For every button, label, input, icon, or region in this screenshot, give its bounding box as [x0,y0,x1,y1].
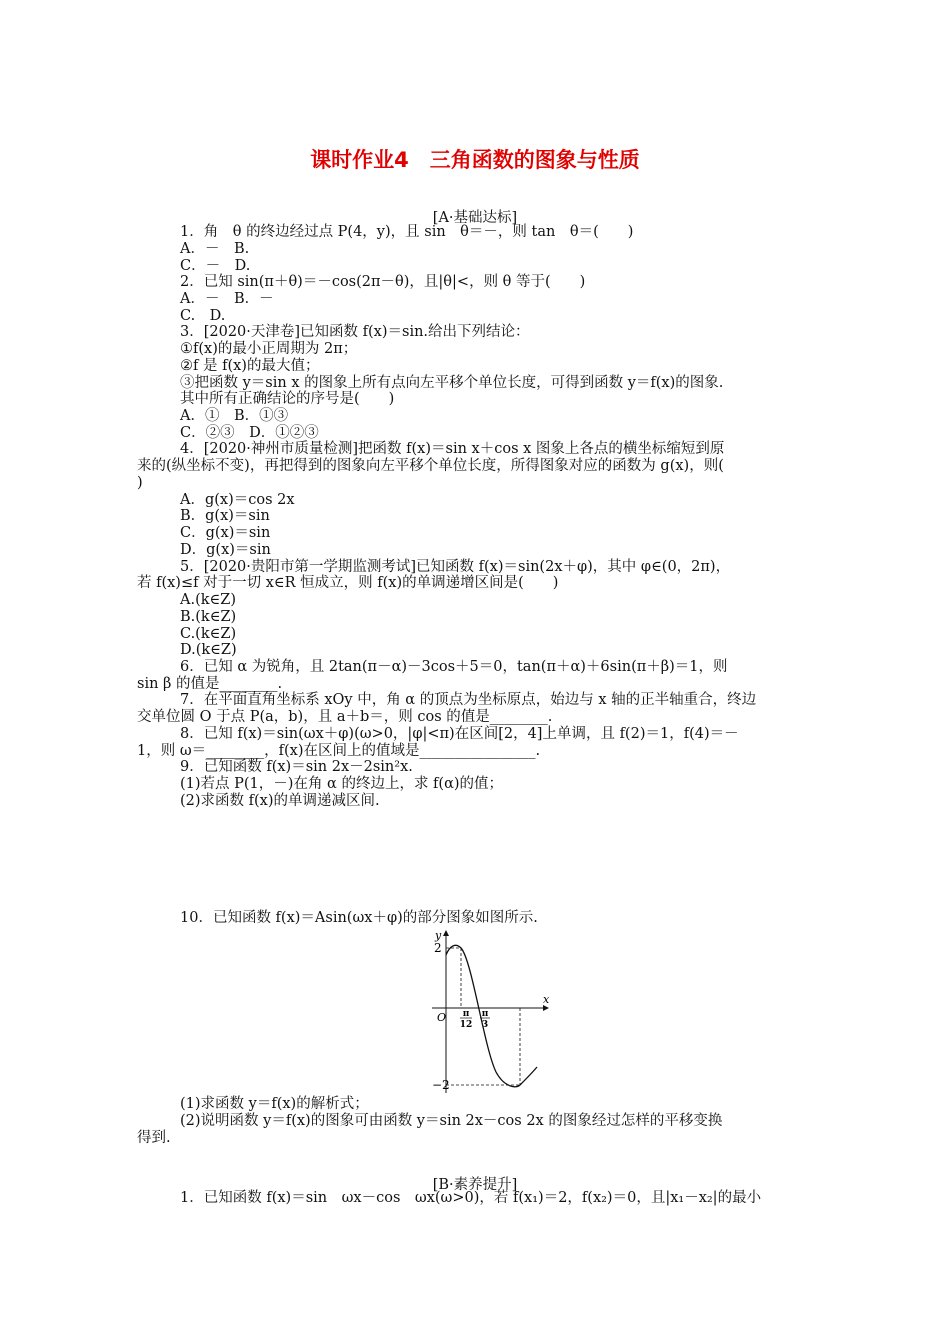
q2-options-ab: A．－ B．－ [180,291,274,307]
q4-option-c: C．g(x)＝sin [180,525,271,541]
q8-stem-line2: 1，则 ω＝________，f(x)在区间上的值域是________________. [137,743,541,759]
q3-stem: 3．[2020·天津卷]已知函数 f(x)＝sin.给出下列结论： [180,324,530,340]
q1-options-cd: C．－ D. [180,258,251,274]
q2-options-cd: C. D. [180,308,226,324]
q3-statement-2: ②f 是 f(x)的最大值； [180,358,320,374]
q3-options-ab: A．① B．①③ [180,408,289,424]
section-a-heading: [A·基础达标] [432,210,518,226]
q10-stem: 10．已知函数 f(x)＝Asin(ωx＋φ)的部分图象如图所示. [180,910,538,926]
tick-pi3-den: 3 [481,1020,489,1030]
q3-statement-3: ③把函数 y＝sin x 的图象上所有点向左平移个单位长度，可得到函数 y＝f(x)的图象. [180,375,724,391]
tick-pi12-num: π [462,1009,470,1019]
q4-option-d: D．g(x)＝sin [180,542,271,558]
y-min-label: −2 [432,1078,450,1092]
q4-option-a: A．g(x)＝cos 2x [180,492,295,508]
y-axis-label: y [435,929,442,942]
b-q1-stem: 1．已知函数 f(x)＝sin ωx－cos ωx(ω>0)，若 f(x₁)＝2，f(x₂)＝0，且|x₁－x₂|的最小 [180,1190,762,1206]
q9-part-2: (2)求函数 f(x)的单调递减区间. [180,793,380,809]
q9-stem: 9．已知函数 f(x)＝sin 2x－2sin²x. [180,759,413,775]
q10-part-2-line1: (2)说明函数 y＝f(x)的图象可由函数 y＝sin 2x－cos 2x 的图象经过怎样的平移变换 [180,1113,723,1129]
q10-function-graph [432,927,556,1095]
q6-stem-line1: 6．已知 α 为锐角，且 2tan(π－α)－3cos＋5＝0，tan(π＋α)＋6sin(π＋β)＝1，则 [180,659,728,675]
y-max-label: 2 [434,941,442,955]
q2-stem: 2．已知 sin(π＋θ)＝－cos(2π－θ)，且|θ|<，则 θ 等于( ) [180,274,586,290]
tick-pi3-num: π [481,1009,489,1019]
origin-label: O [437,1011,447,1024]
q9-part-1: (1)若点 P(1，－)在角 α 的终边上，求 f(α)的值； [180,776,504,792]
q3-options-cd: C．②③ D．①②③ [180,425,319,441]
worksheet-title: 课时作业4 三角函数的图象与性质 [310,148,640,172]
q6-stem-line2: sin β 的值是________. [137,676,283,692]
tick-pi12-den: 12 [459,1020,473,1030]
q4-stem-line1: 4．[2020·神州市质量检测]把函数 f(x)＝sin x＋cos x 图象上各点的横坐标缩短到原 [180,441,725,457]
q1-stem: 1．角 θ 的终边经过点 P(4，y)，且 sin θ＝－，则 tan θ＝( ) [180,224,634,240]
q8-stem-line1: 8．已知 f(x)＝sin(ωx＋φ)(ω>0，|φ|<π)在区间[2，4]上单调，且 f(2)＝1，f(4)＝－ [180,726,739,742]
q10-part-2-line2: 得到. [137,1130,171,1146]
q5-option-c: C.(k∈Z) [180,626,237,642]
q3-question: 其中所有正确结论的序号是( ) [180,391,395,407]
q5-option-b: B.(k∈Z) [180,609,237,625]
q4-stem-line3: ) [137,475,143,491]
q5-stem-line2: 若 f(x)≤f 对于一切 x∈R 恒成立，则 f(x)的单调递增区间是( ) [137,575,559,591]
q7-stem-line1: 7．在平面直角坐标系 xOy 中，角 α 的顶点为坐标原点，始边与 x 轴的正半轴重合，终边 [180,692,757,708]
q5-option-a: A.(k∈Z) [180,592,236,608]
q4-option-b: B．g(x)＝sin [180,508,270,524]
q5-option-d: D.(k∈Z) [180,642,237,658]
q1-options-ab: A．－ B. [180,241,250,257]
sine-curve [446,945,537,1086]
q10-part-1: (1)求函数 y＝f(x)的解析式； [180,1096,369,1112]
q7-stem-line2: 交单位圆 O 于点 P(a，b)，且 a＋b＝，则 cos 的值是________. [137,709,553,725]
x-axis-label: x [543,993,550,1006]
q3-statement-1: ①f(x)的最小正周期为 2π； [180,341,358,357]
section-b-heading: [B·素养提升] [432,1177,518,1193]
q4-stem-line2: 来的(纵坐标不变)，再把得到的图象向左平移个单位长度，所得图象对应的函数为 g(x)，则( [137,458,724,474]
q5-stem-line1: 5．[2020·贵阳市第一学期监测考试]已知函数 f(x)＝sin(2x＋φ)，其中 φ∈(0，2π)， [180,559,731,575]
